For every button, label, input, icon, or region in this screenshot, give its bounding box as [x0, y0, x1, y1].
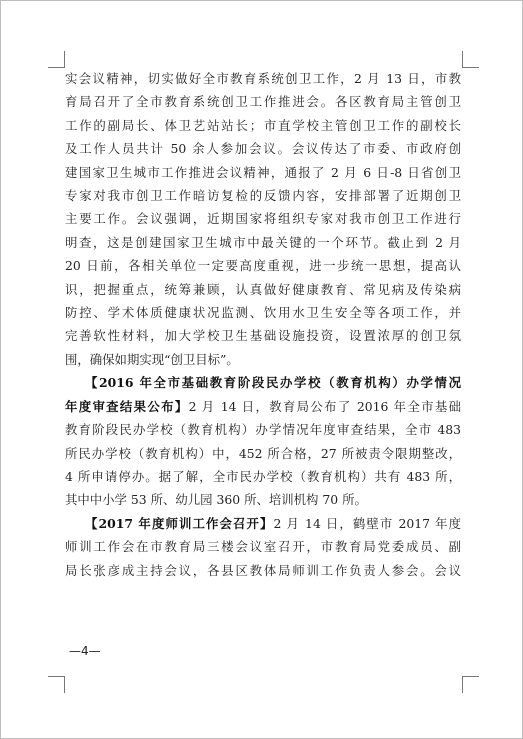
text-line — [65, 395, 461, 418]
text-line: 所民办学校（教育机构）中，452 所合格，27 所被责令限期整改， — [65, 445, 461, 461]
section-heading: 【2017 年度师训工作会召开】 — [85, 515, 274, 531]
text-line: 4 所申请停办。据了解，全市民办学校（教育机构）共有 483 所， — [65, 468, 461, 484]
text-line: 育局召开了全市教育系统创卫工作推进会。各区教育局主管创卫 — [65, 94, 461, 110]
text-line: 20 日前，各相关单位一定要高度重视，进一步统一思想，提高认 — [65, 258, 461, 274]
crop-mark-bottom-left — [48, 676, 65, 693]
text-line: 主要工作。会议强调，近期国家将组织专家对我市创卫工作进行 — [65, 211, 461, 227]
paragraph-teacher-training-meeting — [65, 512, 461, 582]
crop-mark-top-left — [48, 51, 65, 68]
text-fragment: 2 月 14 日，鹤壁市 2017 年度 — [273, 515, 461, 531]
text-line: 师训工作会在市教育局三楼会议室召开，市教育局党委成员、副 — [65, 539, 461, 555]
text-line: 教育阶段民办学校（教育机构）办学情况年度审查结果，全市 483 — [65, 422, 461, 438]
text-line: 防控、学术体质健康状况监测、饮用水卫生安全等各项工作，并 — [65, 305, 461, 321]
document-body — [65, 67, 461, 582]
text-line: 完善软性材料，加大学校卫生基础设施投资，设置浓厚的创卫氛 — [65, 328, 461, 344]
text-line: 工作的副局长、体卫艺站站长；市直学校主管创卫工作的副校长 — [65, 117, 461, 133]
text-line: 局长张彦成主持会议，各县区教体局师训工作负责人参会。会议 — [65, 562, 461, 578]
text-line: 识，把握重点，统筹兼顾，认真做好健康教育、常见病及传染病 — [65, 281, 461, 297]
text-line — [65, 512, 461, 535]
page-number: —4— — [69, 644, 101, 658]
paragraph-creative-hygiene-meeting — [65, 67, 461, 371]
text-fragment: 2 月 14 日，教育局公布了 2016 年全市基础 — [188, 398, 461, 414]
crop-mark-bottom-right — [462, 676, 479, 693]
text-line: 专家对我市创卫工作暗访复检的反馈内容，安排部署了近期创卫 — [65, 188, 461, 204]
section-heading: 【2016 年全市基础教育阶段民办学校（教育机构）办学情况 — [85, 375, 461, 391]
text-line: 围，确保如期实现“创卫目标”。 — [65, 351, 239, 367]
text-line: 建国家卫生城市工作推进会议精神，通报了 2 月 6 日-8 日省创卫 — [65, 164, 461, 180]
text-line: 明查，这是创建国家卫生城市中最关键的一个环节。截止到 2 月 — [65, 234, 461, 250]
text-line: 及工作人员共计 50 余人参加会议。会议传达了市委、市政府创 — [65, 141, 461, 157]
section-heading: 年度审查结果公布】 — [65, 398, 189, 414]
crop-mark-top-right — [462, 51, 479, 68]
text-line: 实会议精神，切实做好全市教育系统创卫工作，2 月 13 日，市教 — [65, 71, 461, 86]
text-line: 其中中小学 53 所、幼儿园 360 所、培训机构 70 所。 — [65, 492, 367, 508]
paragraph-private-school-review — [65, 371, 461, 511]
